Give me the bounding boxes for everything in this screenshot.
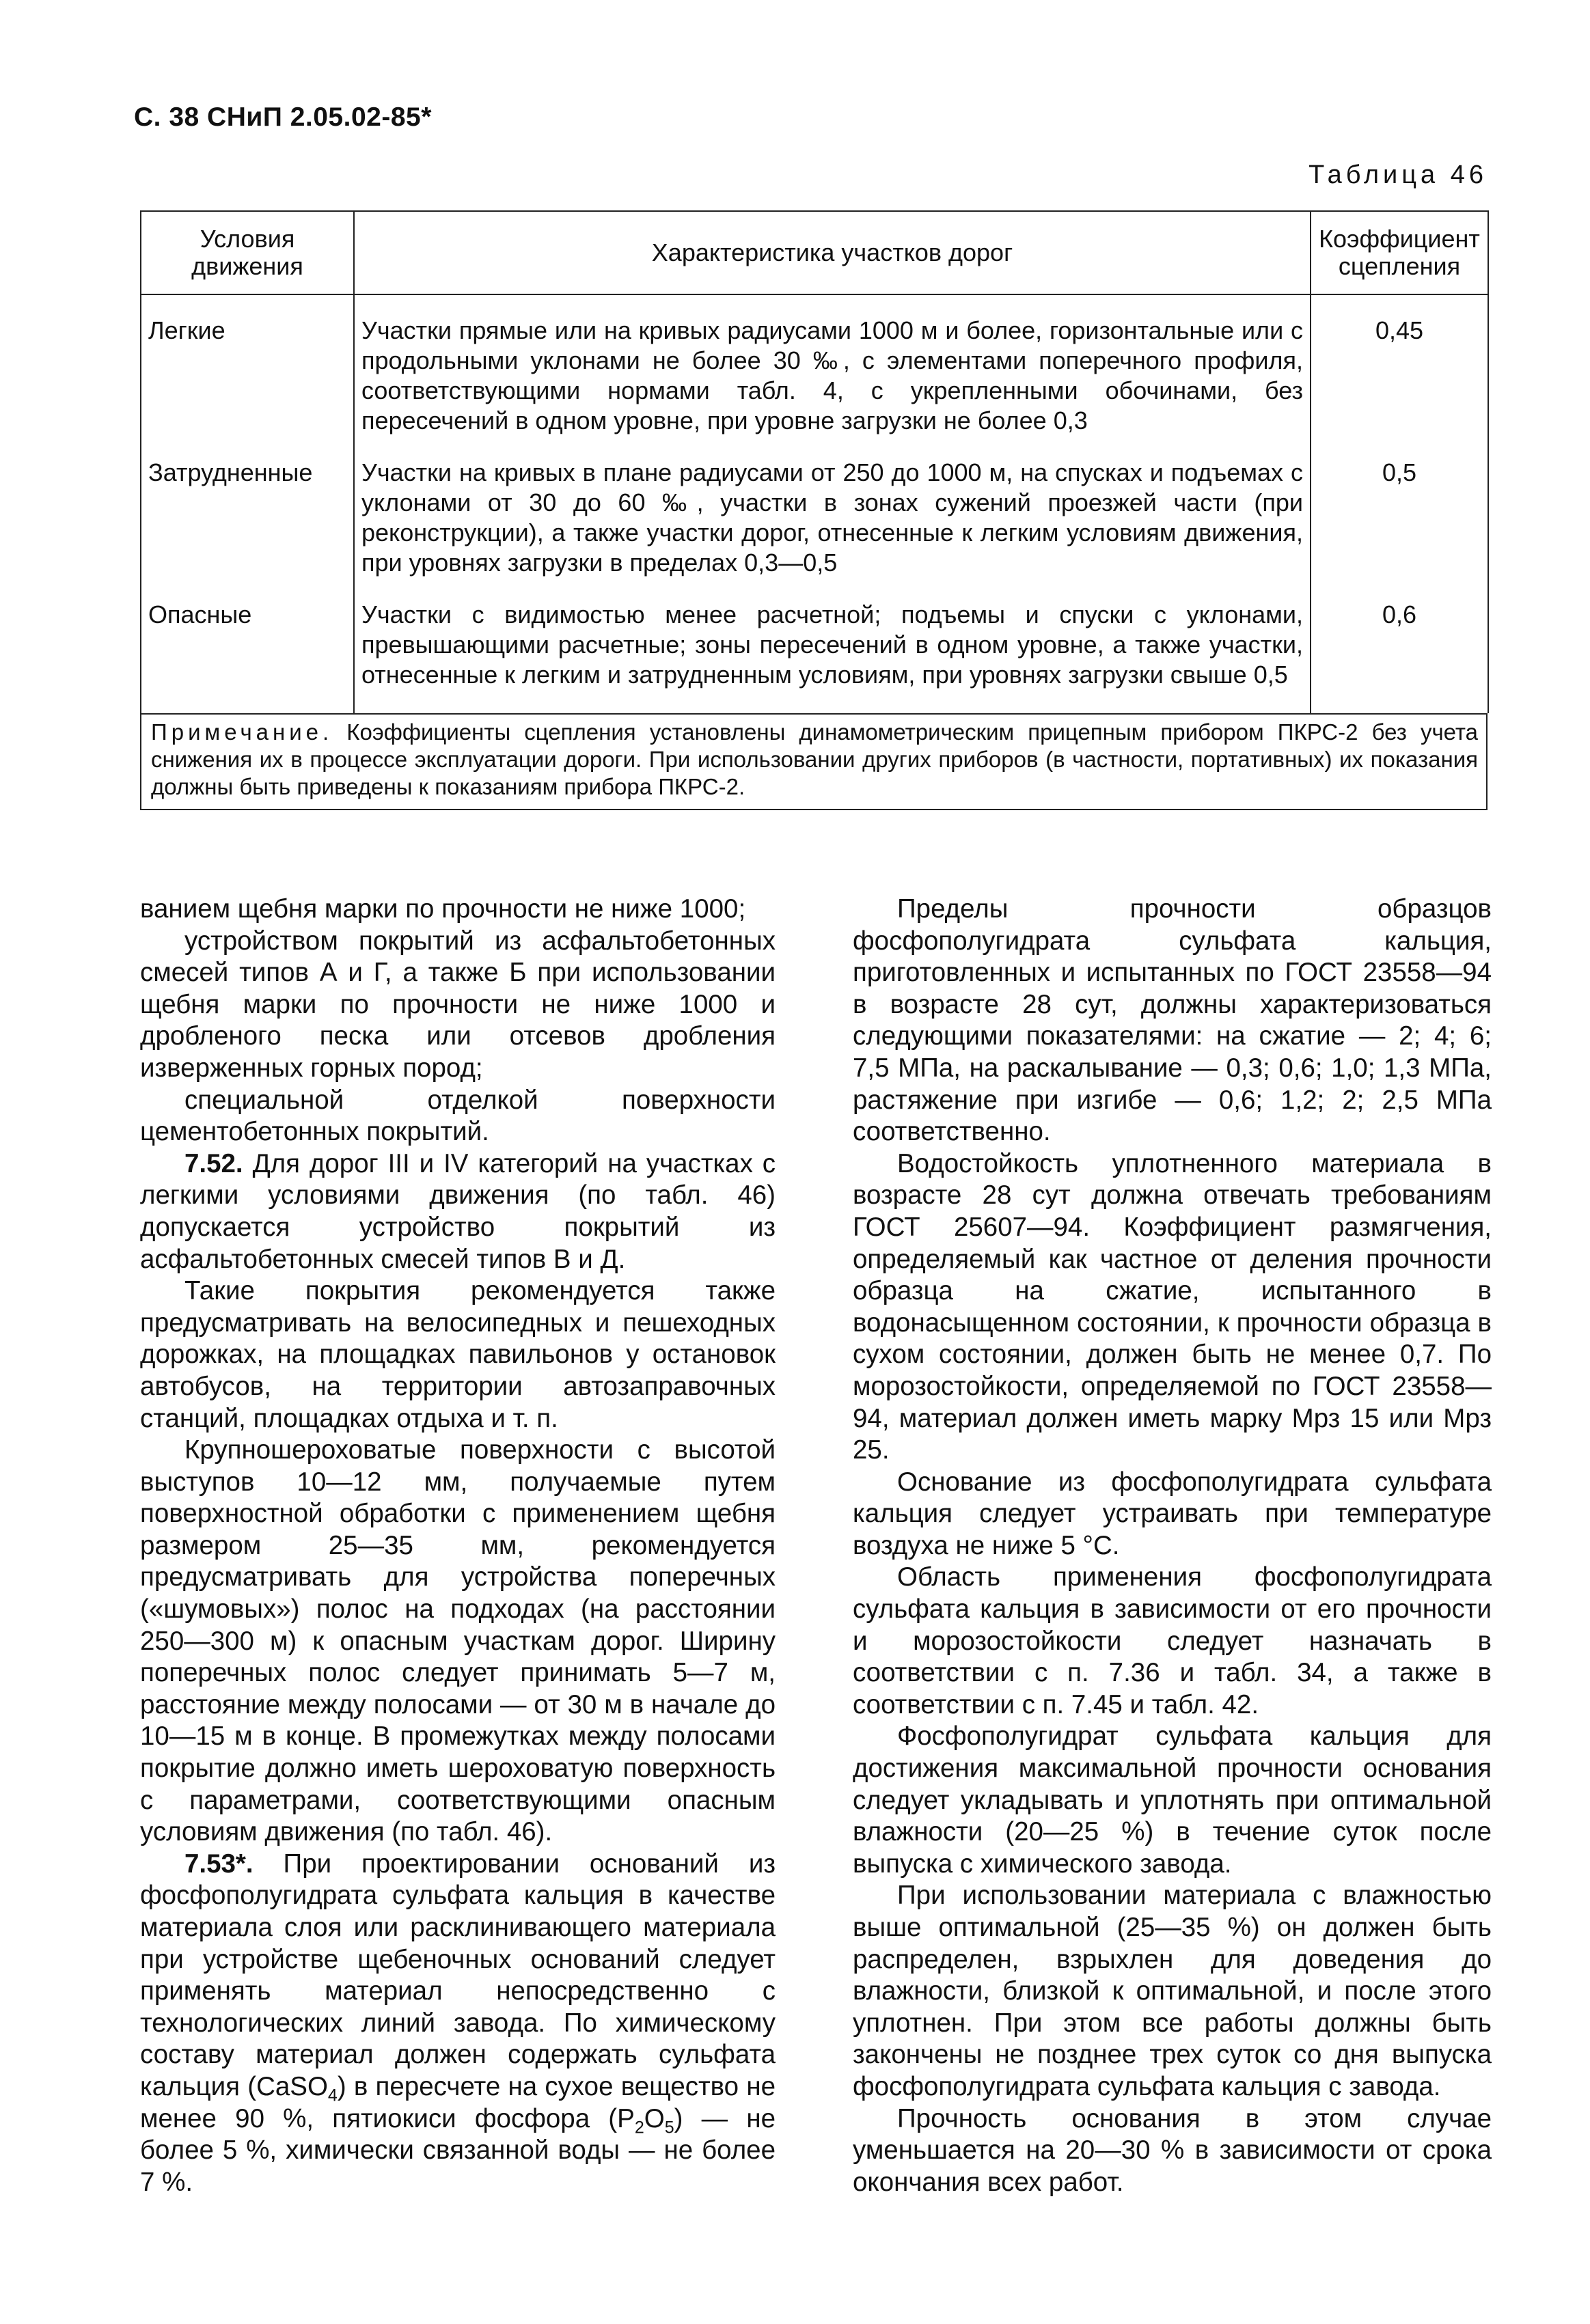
paragraph-7-53: [140, 1849, 776, 2199]
section-number: 7.52.: [184, 1148, 243, 1178]
paragraph: Крупношероховатые поверхности с высотой выступов 10—12 мм, получаемые путем поверхностной обработки с применением щебня размером 25—35 мм, рекомендуется предусматривать для устройства поперечных («шумовых») полос на подходах (на расстоянии 250—300 м) к опасным участкам дорог. Ширину поперечных полос следует принимать 5—7 м, расстояние между полосами — от 30 м в начале до 10—15 м в конце. В промежутках между полосами покрытие должно иметь шероховатую поверхность с параметрами, соответствующими опасным условиям движения (по табл. 46).: [140, 1435, 776, 1847]
row-description: Участки на кривых в плане радиусами от 250 до 1000 м, на спусках и подъемах с уклонами от 30 до 60 ‰, участки в зонах сужений проезжей части (при реконструкции), а также участки дорог, отнесенные к легким условиям движения, при уровнях загрузки в пределах 0,3—0,5: [354, 458, 1311, 600]
table-spacer-row: [141, 694, 1488, 713]
paragraph: При использовании материала с влажностью выше оптимальной (25—35 %) он должен быть распределен, взрыхлен для доведения до влажности, близкой к оптимальной, и после этого уплотнен. При этом все работы должны быть закончены не позднее трех суток со дня выпуска фосфополугидрата сульфата кальция с завода.: [853, 1881, 1492, 2101]
header-conditions: Условия движения: [141, 211, 354, 294]
paragraph-text: ) — не более 5 %, химически связанной воды — не более 7 %.: [140, 2103, 776, 2197]
paragraph: Прочность основания в этом случае уменьшается на 20—30 % в зависимости от срока окончания всех работ.: [853, 2103, 1492, 2197]
row-coefficient: 0,5: [1311, 458, 1488, 600]
paragraph: ванием щебня марки по прочности не ниже 1000;: [140, 894, 746, 924]
table-row: [141, 600, 1488, 694]
header-coefficient: Коэффициент сцепления: [1311, 211, 1488, 294]
table-header-row: [141, 211, 1488, 294]
paragraph: Область применения фосфополугидрата сульфата кальция в зависимости от его прочности и морозостойкости следует назначать в соответствии с п. 7.36 и табл. 34, а также в соответствии с п. 7.45 и табл. 42.: [853, 1562, 1492, 1719]
row-coefficient: 0,6: [1311, 600, 1488, 694]
row-coefficient: 0,45: [1311, 294, 1488, 458]
note-label: Примечание.: [151, 719, 333, 745]
paragraph-text: O: [644, 2103, 665, 2133]
table-note: [140, 713, 1488, 810]
paragraph: Пределы прочности образцов фосфополугидрата сульфата кальция, приготовленных и испытанных по ГОСТ 23558—94 в возрасте 28 сут, должны характеризоваться следующими показателями: на сжатие — 2; 4; 6; 7,5 МПа, на раскалывание — 0,3; 0,6; 1,0; 1,3 МПа, растяжение при изгибе — 0,6; 1,2; 2; 2,5 МПа соответственно.: [853, 894, 1492, 1147]
row-description: Участки прямые или на кривых радиусами 1000 м и более, горизонтальные или с продольными уклонами не более 30 ‰, с элементами поперечного профиля, соответствующими нормами табл. 4, с укрепленными обочинами, без пересечений в одном уровне, при уровне загрузки не более 0,3: [354, 294, 1311, 458]
running-head: С. 38 СНиП 2.05.02-85*: [134, 102, 432, 132]
right-text-column: [853, 894, 1492, 2198]
header-characteristics: Характеристика участков дорог: [354, 211, 1311, 294]
paragraph-7-52: [140, 1148, 776, 1275]
paragraph: Фосфополугидрат сульфата кальция для достижения максимальной прочности основания следует укладывать и уплотнять при оптимальной влажности (20—25 %) в течение суток после выпуска с химического завода.: [853, 1721, 1492, 1879]
left-text-column: [140, 894, 776, 2198]
paragraph: Водостойкость уплотненного материала в возрасте 28 сут должна отвечать требованиям ГОСТ 25607—94. Коэффициент размягчения, определяемый как частное от деления прочности образца на сжатие, испытанного в водонасыщенном состоянии, к прочности образца в сухом состоянии, должен быть не менее 0,7. По морозостойкости, определяемой по ГОСТ 23558—94, материал должен иметь марку Мрз 15 или Мрз 25.: [853, 1148, 1492, 1465]
section-number: 7.53*.: [184, 1849, 253, 1879]
paragraph-text: При проектировании оснований из фосфополугидрата сульфата кальция в качестве материала слоя или расклинивающего материала при устройстве щебеночных оснований следует применять материал непосредственно с технологических линий завода. По химическому составу материал должен содержать сульфата кальция (CaSO: [140, 1849, 776, 2101]
paragraph-text: Для дорог III и IV категорий на участках с легкими условиями движения (по табл. 46) допускается устройство покрытий из асфальтобетонных смесей типов В и Д.: [140, 1148, 776, 1274]
paragraph: Основание из фосфополугидрата сульфата кальция следует устраивать при температуре воздуха не ниже 5 °С.: [853, 1467, 1492, 1560]
paragraph: устройством покрытий из асфальтобетонных смесей типов А и Г, а также Б при использовании щебня марки по прочности не ниже 1000 и дробленого песка или отсевов дробления изверженных горных пород;: [140, 926, 776, 1083]
row-condition: Затрудненные: [141, 458, 354, 600]
row-condition: Опасные: [141, 600, 354, 694]
subscript: 4: [327, 2086, 338, 2105]
paragraph: специальной отделкой поверхности цементобетонных покрытий.: [140, 1085, 776, 1147]
subscript: 5: [664, 2118, 674, 2138]
table-46: [140, 210, 1488, 810]
table-caption: Таблица 46: [1308, 161, 1488, 189]
note-text: Коэффициенты сцепления установлены динамометрическим прицепным прибором ПКРС-2 без учета снижения их в процессе эксплуатации дороги. При использовании других приборов (в частности, портативных) их показания должны быть приведены к показаниям прибора ПКРС-2.: [151, 719, 1479, 799]
paragraph: Такие покрытия рекомендуется также предусматривать на велосипедных и пешеходных дорожках, на площадках павильонов у остановок автобусов, на территории автозаправочных станций, площадках отдыха и т. п.: [140, 1276, 776, 1433]
paragraph-text: ) в пересчете на сухое вещество не менее 90 %, пятиокиси фосфора (P: [140, 2071, 776, 2133]
coefficient-table: [140, 210, 1489, 713]
row-description: Участки с видимостью менее расчетной; подъемы и спуски с уклонами, превышающими расчетные; зоны пересечений в одном уровне, а также участки, отнесенные к легким и затрудненным условиям, при уровнях загрузки свыше 0,5: [354, 600, 1311, 694]
subscript: 2: [634, 2118, 644, 2138]
row-condition: Легкие: [141, 294, 354, 458]
table-row: [141, 294, 1488, 458]
table-row: [141, 458, 1488, 600]
